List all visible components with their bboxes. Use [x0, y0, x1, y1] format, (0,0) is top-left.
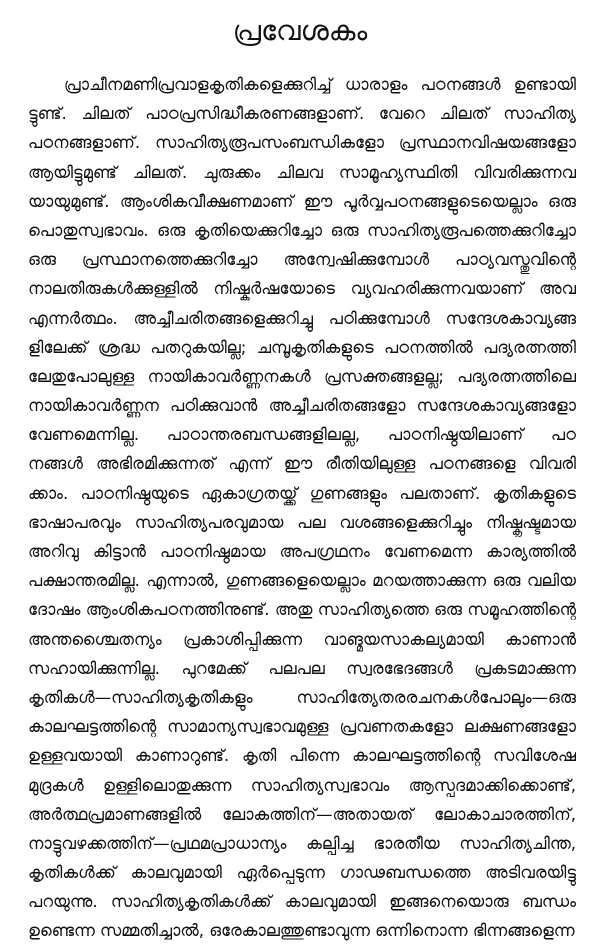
text-line: ഭാഷാപരവും സാഹിത്യപരവുമായ പല വശങ്ങളെക്കുറിച്ചും നിഷ്കൃഷ്ടമായ: [28, 512, 576, 532]
text-line: അന്തശ്ചൈതന്യം പ്രകാശിപ്പിക്കുന്ന വാങ്മയസാകല്യമായി കാണാൻ: [28, 629, 576, 649]
chapter-heading: പ്രവേശകം: [232, 14, 368, 47]
text-line: മുദ്രകൾ ഉള്ളിലൊതുക്കുന്ന സാഹിത്യസ്വഭാവം ആസ്പദമാക്കിക്കൊണ്ട്,: [28, 775, 576, 795]
text-line: യായുമുണ്ട്. ആംശികവീക്ഷണമാണ് ഈ പൂർവ്വപഠനങ്ങളുടെയെല്ലാം ഒരു: [28, 191, 576, 211]
text-line: ഉണ്ടെന്ന സമ്മതിച്ചാൽ, ഒരേകാലത്തുണ്ടാവുന്ന ഒന്നിനൊന്ന ഭിന്നങ്ങളെന്ന: [28, 921, 575, 941]
text-line: വേണമെന്നില്ല. പാഠാന്തരബന്ധങ്ങളിലല്ല, പാഠനിഷ്ഠയിലാണ് പഠ: [28, 425, 576, 445]
text-line: കൃതികൾ—സാഹിത്യകൃതികളും സാഹിത്യേതരരചനകൾപോലും—ഒരു: [28, 687, 576, 707]
text-line: അർത്ഥപ്രമാണങ്ങളിൽ ലോകത്തിന്—അതായത് ലോകാചാരത്തിന്,: [28, 804, 576, 824]
text-line: ട്ടുണ്ട്. ചിലത് പാഠപ്രസിദ്ധീകരണങ്ങളാണ്. വേറെ ചിലത് സാഹിത്യ: [28, 104, 576, 124]
text-line: എന്നർത്ഥം. അച്ചീചരിതങ്ങളെക്കുറിച്ചു പഠിക്കുമ്പോൾ സന്ദേശകാവ്യങ്ങ: [28, 308, 576, 328]
text-line: നാലതിരുകൾക്കുള്ളിൽ നിഷ്കർഷയോടെ വ്യവഹരിക്കുന്നവയാണ് അവ: [28, 279, 576, 299]
text-line: അറിവു കിട്ടാൻ പാഠനിഷ്ഠമായ അപഗ്രഥനം വേണമെന്ന കാര്യത്തിൽ: [28, 542, 576, 561]
text-line: നങ്ങൾ അഭിരമിക്കുന്നത് എന്ന് ഈ രീതിയിലുള്ള പഠനങ്ങളെ വിവരി: [28, 454, 576, 474]
text-line: ളിലേക്ക് ശ്രദ്ധ പതറുകയില്ല; ചമ്പൂകൃതികളുടെ പഠനത്തിൽ പദ്യരത്നത്തി: [28, 337, 576, 357]
text-line: ക്കാം. പാഠനിഷ്ഠയുടെ ഏകാഗ്രതയ്ക്ക് ഗുണങ്ങളും പലതാണ്. കൃതികളുടെ: [28, 483, 576, 503]
body-paragraph: [28, 70, 576, 946]
text-line: പഠനങ്ങളാണ്. സാഹിത്യരൂപസംബന്ധികളോ പ്രസ്ഥാനവിഷയങ്ങളോ: [28, 133, 576, 153]
text-line: സഹായിക്കുന്നില്ല. പുറമേക്ക് പലപല സ്വരഭേദങ്ങൾ പ്രകടമാക്കുന്ന: [28, 658, 576, 678]
text-line: നായികാവർണ്ണന പഠിക്കുവാൻ അച്ചീചരിതങ്ങളോ സന്ദേശകാവ്യങ്ങളോ: [28, 396, 576, 416]
text-line: പ്രാചീനമണിപ്രവാളകൃതികളെക്കുറിച്ച് ധാരാളം പഠനങ്ങൾ ഉണ്ടായി: [64, 75, 576, 94]
text-line: കൃതികൾക്ക് കാലവുമായി ഏർപ്പെടുന്ന ഗാഢബന്ധത്തെ അടിവരയിട്ടു: [28, 863, 576, 883]
text-line: പറയുന്നു. സാഹിത്യകൃതികൾക്ക് കാലവുമായി ഇങ്ങനെയൊരു ബന്ധം: [28, 892, 576, 912]
text-line: ലേതുപോലുള്ള നായികാവർണ്ണനകൾ പ്രസക്തങ്ങളല്ല; പദ്യരത്നത്തിലെ: [28, 366, 576, 386]
text-line: ഉള്ളവയായി കാണാറുണ്ട്. കൃതി പിന്നെ കാലഘട്ടത്തിന്റെ സവിശേഷ: [28, 746, 576, 766]
text-line: ഒരു പ്രസ്ഥാനത്തെക്കുറിച്ചോ അന്വേഷിക്കുമ്പോൾ പാഠ്യവസ്തുവിന്റെ: [28, 250, 576, 270]
text-line: ആയിട്ടുമുണ്ട് ചിലത്. ചുരുക്കം ചിലവ സാമൂഹ്യസ്ഥിതി വിവരിക്കുന്നവ: [28, 162, 576, 182]
text-line: കാലഘട്ടത്തിന്റെ സാമാന്യസ്വഭാവമുള്ള പ്രവണതകളോ ലക്ഷണങ്ങളോ: [28, 717, 576, 737]
text-line: പൊതുസ്വഭാവം. ഒരു കൃതിയെക്കുറിച്ചോ ഒരു സാഹിത്യരൂപത്തെക്കുറിച്ചോ: [28, 220, 576, 240]
text-line: നാട്ടുവഴക്കത്തിന്—പ്രഥമപ്രാധാന്യം കല്പിച്ച ഭാരതീയ സാഹിത്യചിന്ത,: [28, 833, 576, 853]
text-line: ദോഷം ആംശികപഠനത്തിനുണ്ട്. അതു സാഹിത്യത്തെ ഒരു സമൂഹത്തിന്റെ: [28, 600, 576, 620]
text-line: പക്ഷാന്തരമില്ല. എന്നാൽ, ഗുണങ്ങളെയെല്ലാം മറയത്താക്കുന്ന ഒരു വലിയ: [28, 571, 576, 591]
